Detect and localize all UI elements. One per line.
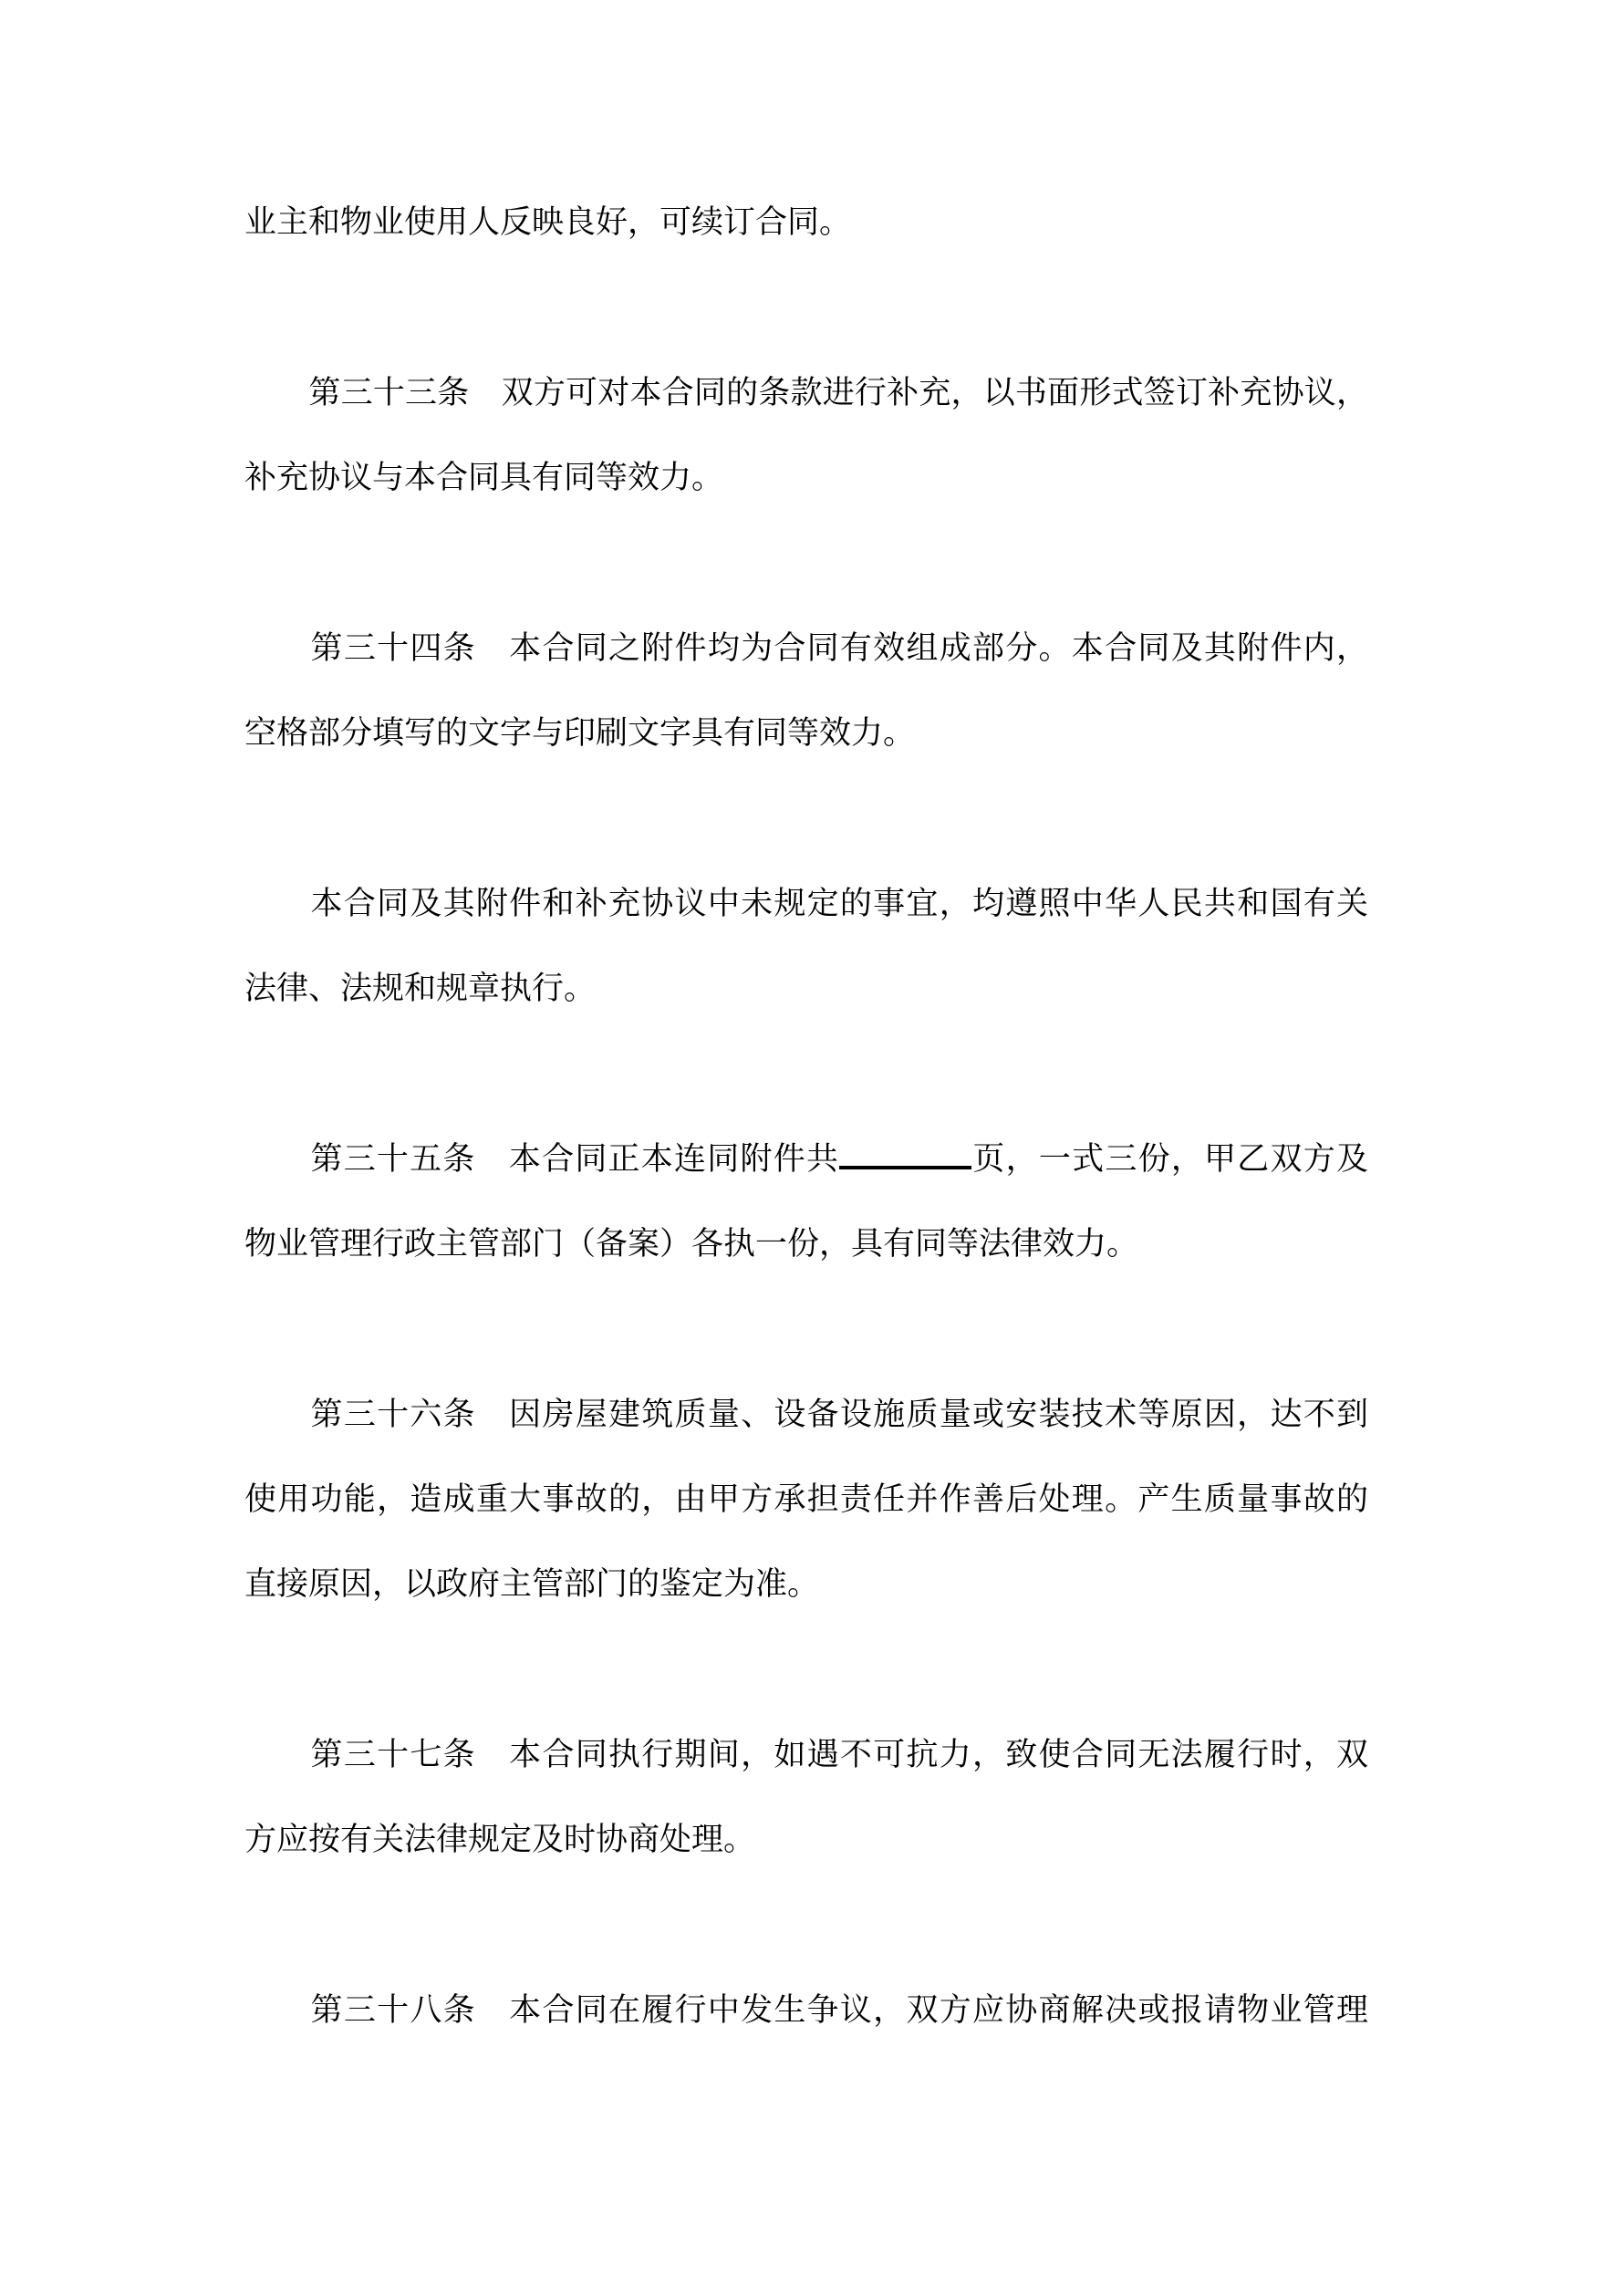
paragraph [244, 1712, 1368, 1882]
text-line [244, 350, 1368, 435]
text-segment: 第三十六条 因房屋建筑质量、设备设施质量或安装技术等原因，达不到 [244, 1397, 1368, 1432]
text-segment: 本合同及其附件和补充协议中未规定的事宜，均遵照中华人民共和国有关 [244, 886, 1368, 921]
paragraph [244, 1968, 1368, 2052]
text-line [244, 946, 1368, 1031]
text-line [244, 180, 1368, 265]
text-segment: 空格部分填写的文字与印刷文字具有同等效力。 [244, 715, 916, 751]
text-line [244, 1457, 1368, 1542]
text-segment: 第三十七条 本合同执行期间，如遇不可抗力，致使合同无法履行时，双 [244, 1737, 1368, 1772]
text-line [244, 1372, 1368, 1457]
text-segment: 页，一式三份，甲乙双方及 [971, 1141, 1368, 1177]
text-segment: 物业管理行政主管部门（备案）各执一份，具有同等法律效力。 [244, 1226, 1139, 1262]
paragraph [244, 606, 1368, 775]
text-segment: 第三十五条 本合同正本连同附件共 [244, 1141, 840, 1177]
text-line [244, 435, 1368, 520]
paragraph [244, 350, 1368, 520]
paragraph [244, 861, 1368, 1031]
paragraph [244, 180, 1368, 265]
paragraph [244, 1117, 1368, 1286]
text-line [244, 1201, 1368, 1286]
text-segment: 第三十八条 本合同在履行中发生争议，双方应协商解决或报请物业管理 [244, 1992, 1368, 2028]
contract-text [244, 180, 1368, 2138]
text-line [244, 1797, 1368, 1882]
text-line [244, 1712, 1368, 1797]
text-segment: 第三十三条 双方可对本合同的条款进行补充，以书面形式签订补充协议， [244, 375, 1368, 410]
text-segment: 使用功能，造成重大事故的，由甲方承担责任并作善后处理。产生质量事故的 [244, 1481, 1368, 1517]
text-line [244, 1968, 1368, 2052]
text-segment: 直接原因，以政府主管部门的鉴定为准。 [244, 1566, 820, 1602]
text-line [244, 1117, 1368, 1201]
text-line [244, 861, 1368, 946]
fill-in-blank-underline [839, 1134, 971, 1169]
text-line [244, 606, 1368, 691]
text-line [244, 691, 1368, 775]
text-segment: 方应按有关法律规定及时协商处理。 [244, 1822, 756, 1857]
text-segment: 业主和物业使用人反映良好，可续订合同。 [244, 204, 852, 240]
text-segment: 补充协议与本合同具有同等效力。 [244, 460, 724, 495]
paragraph [244, 1372, 1368, 1626]
text-segment: 法律、法规和规章执行。 [244, 971, 597, 1006]
text-segment: 第三十四条 本合同之附件均为合同有效组成部分。本合同及其附件内， [244, 630, 1368, 666]
text-line [244, 1542, 1368, 1626]
